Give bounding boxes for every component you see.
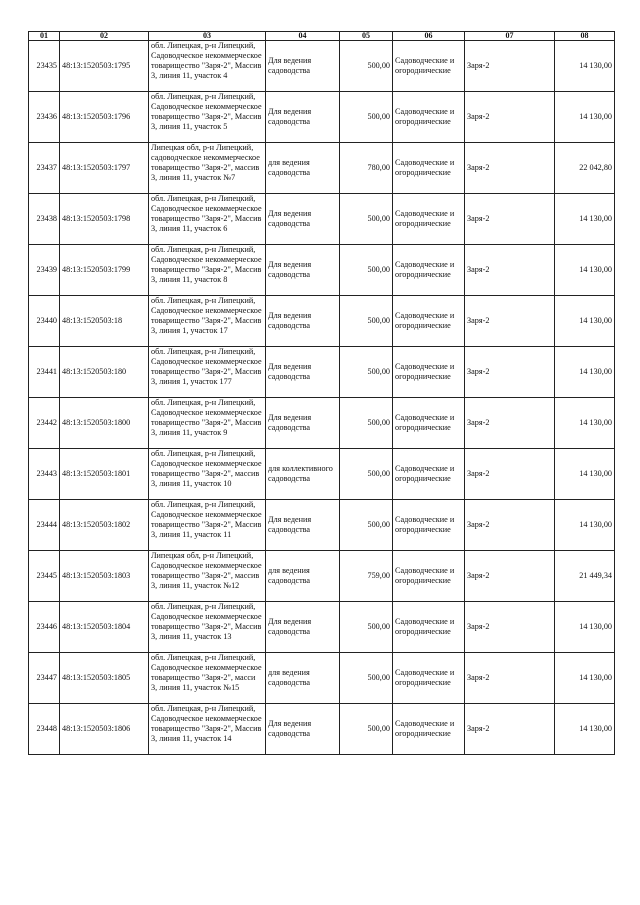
- zone-name-cell: Заря-2: [465, 602, 555, 653]
- land-category-cell: Садоводческие и огороднические: [393, 245, 465, 296]
- zone-name-cell: Заря-2: [465, 500, 555, 551]
- table-row: [29, 551, 615, 602]
- table-row: [29, 143, 615, 194]
- area-cell: 500,00: [340, 347, 393, 398]
- land-category-cell: Садоводческие и огороднические: [393, 347, 465, 398]
- address-cell: [149, 194, 266, 245]
- cadastral-value-cell: 14 130,00: [555, 500, 615, 551]
- zone-name-cell: Заря-2: [465, 194, 555, 245]
- cadastral-number-cell: 48:13:1520503:1805: [60, 653, 149, 704]
- address-text: обл. Липецкая, р-н Липецкий, Садоводческое некоммерческое товарищество "Заря-2", массив 3, линия 11, участок 10: [151, 449, 262, 488]
- address-cell: [149, 296, 266, 347]
- land-category-cell: Садоводческие и огороднические: [393, 551, 465, 602]
- row-number-cell: 23447: [29, 653, 60, 704]
- table-row: [29, 449, 615, 500]
- address-text: обл. Липецкая, р-н Липецкий, Садоводческое некоммерческое товарищество "Заря-2", Массив 3, линия 1, участок 177: [151, 347, 262, 386]
- row-number-cell: 23443: [29, 449, 60, 500]
- permitted-use-cell: Для ведения садоводства: [266, 704, 340, 755]
- row-number-cell: 23438: [29, 194, 60, 245]
- zone-name-cell: Заря-2: [465, 347, 555, 398]
- address-text: обл. Липецкая, р-н Липецкий, Садоводческое некоммерческое товарищество "Заря-2", Массив 3, линия 11, участок 6: [151, 194, 262, 233]
- column-header-03: 03: [149, 32, 266, 41]
- cadastral-number-cell: 48:13:1520503:1806: [60, 704, 149, 755]
- address-text: обл. Липецкая, р-н Липецкий, Садоводческое некоммерческое товарищество "Заря-2", Массив 3, линия 1, участок 17: [151, 296, 262, 335]
- land-category-cell: Садоводческие и огороднические: [393, 602, 465, 653]
- table-row: [29, 92, 615, 143]
- address-cell: [149, 500, 266, 551]
- permitted-use-cell: Для ведения садоводства: [266, 194, 340, 245]
- row-number-cell: 23440: [29, 296, 60, 347]
- column-header-02: 02: [60, 32, 149, 41]
- area-cell: 780,00: [340, 143, 393, 194]
- address-text: обл. Липецкая, р-н Липецкий, Садоводческое некоммерческое товарищество "Заря-2", Массив 3, линия 11, участок 4: [151, 41, 262, 80]
- address-text: обл. Липецкая, р-н Липецкий, Садоводческое некоммерческое товарищество "Заря-2", Массив 3, линия 11, участок 5: [151, 92, 262, 131]
- column-header-08: 08: [555, 32, 615, 41]
- zone-name-cell: Заря-2: [465, 398, 555, 449]
- cadastral-value-cell: 22 042,80: [555, 143, 615, 194]
- row-number-cell: 23446: [29, 602, 60, 653]
- cadastral-value-cell: 14 130,00: [555, 398, 615, 449]
- permitted-use-cell: Для ведения садоводства: [266, 602, 340, 653]
- cadastral-value-cell: 21 449,34: [555, 551, 615, 602]
- cadastral-number-cell: 48:13:1520503:18: [60, 296, 149, 347]
- cadastral-value-cell: 14 130,00: [555, 602, 615, 653]
- row-number-cell: 23441: [29, 347, 60, 398]
- land-category-cell: Садоводческие и огороднические: [393, 449, 465, 500]
- permitted-use-cell: для ведения садоводства: [266, 653, 340, 704]
- address-cell: [149, 602, 266, 653]
- area-cell: 500,00: [340, 704, 393, 755]
- zone-name-cell: Заря-2: [465, 296, 555, 347]
- address-cell: [149, 92, 266, 143]
- zone-name-cell: Заря-2: [465, 92, 555, 143]
- table-row: [29, 398, 615, 449]
- cadastral-number-cell: 48:13:1520503:1802: [60, 500, 149, 551]
- land-category-cell: Садоводческие и огороднические: [393, 500, 465, 551]
- permitted-use-cell: для коллективного садоводства: [266, 449, 340, 500]
- header-row: [29, 32, 615, 41]
- cadastral-value-cell: 14 130,00: [555, 347, 615, 398]
- column-header-06: 06: [393, 32, 465, 41]
- address-text: обл. Липецкая, р-н Липецкий, Садоводческое некоммерческое товарищество "Заря-2", Массив 3, линия 11, участок 8: [151, 245, 262, 284]
- cadastral-value-cell: 14 130,00: [555, 245, 615, 296]
- permitted-use-cell: Для ведения садоводства: [266, 347, 340, 398]
- permitted-use-cell: Для ведения садоводства: [266, 398, 340, 449]
- table-row: [29, 194, 615, 245]
- table-row: [29, 245, 615, 296]
- cadastral-value-cell: 14 130,00: [555, 194, 615, 245]
- address-text: обл. Липецкая, р-н Липецкий, Садоводческое некоммерческое товарищество "Заря-2", Массив 3, линия 11, участок 9: [151, 398, 262, 437]
- area-cell: 500,00: [340, 653, 393, 704]
- cadastral-value-cell: 14 130,00: [555, 704, 615, 755]
- row-number-cell: 23436: [29, 92, 60, 143]
- row-number-cell: 23435: [29, 41, 60, 92]
- cadastral-number-cell: 48:13:1520503:1799: [60, 245, 149, 296]
- zone-name-cell: Заря-2: [465, 143, 555, 194]
- cadastral-value-cell: 14 130,00: [555, 449, 615, 500]
- permitted-use-cell: для ведения садоводства: [266, 551, 340, 602]
- column-header-07: 07: [465, 32, 555, 41]
- area-cell: 759,00: [340, 551, 393, 602]
- cadastral-number-cell: 48:13:1520503:180: [60, 347, 149, 398]
- row-number-cell: 23439: [29, 245, 60, 296]
- row-number-cell: 23442: [29, 398, 60, 449]
- table-header: [29, 32, 615, 41]
- column-header-05: 05: [340, 32, 393, 41]
- address-text: обл. Липецкая, р-н Липецкий, Садоводческое некоммерческое товарищество "Заря-2", Массив 3, линия 11, участок 14: [151, 704, 262, 743]
- land-category-cell: Садоводческие и огороднические: [393, 704, 465, 755]
- column-header-01: 01: [29, 32, 60, 41]
- address-cell: [149, 41, 266, 92]
- land-category-cell: Садоводческие и огороднические: [393, 92, 465, 143]
- area-cell: 500,00: [340, 92, 393, 143]
- row-number-cell: 23437: [29, 143, 60, 194]
- address-text: обл. Липецкая, р-н Липецкий, Садоводческое некоммерческое товарищество "Заря-2", масси 3, линия 11, участок №15: [151, 653, 262, 692]
- zone-name-cell: Заря-2: [465, 245, 555, 296]
- area-cell: 500,00: [340, 449, 393, 500]
- land-category-cell: Садоводческие и огороднические: [393, 398, 465, 449]
- address-text: обл. Липецкая, р-н Липецкий, Садоводческое некоммерческое товарищество "Заря-2", Массив 3, линия 11, участок 11: [151, 500, 262, 539]
- permitted-use-cell: Для ведения садоводства: [266, 41, 340, 92]
- cadastral-number-cell: 48:13:1520503:1796: [60, 92, 149, 143]
- land-category-cell: Садоводческие и огороднические: [393, 41, 465, 92]
- cadastral-value-cell: 14 130,00: [555, 653, 615, 704]
- table-row: [29, 602, 615, 653]
- cadastral-number-cell: 48:13:1520503:1804: [60, 602, 149, 653]
- land-category-cell: Садоводческие и огороднические: [393, 653, 465, 704]
- row-number-cell: 23444: [29, 500, 60, 551]
- zone-name-cell: Заря-2: [465, 41, 555, 92]
- cadastral-number-cell: 48:13:1520503:1797: [60, 143, 149, 194]
- zone-name-cell: Заря-2: [465, 449, 555, 500]
- table-row: [29, 704, 615, 755]
- address-cell: [149, 653, 266, 704]
- permitted-use-cell: для ведения садоводства: [266, 143, 340, 194]
- cadastral-number-cell: 48:13:1520503:1803: [60, 551, 149, 602]
- cadastral-value-cell: 14 130,00: [555, 296, 615, 347]
- address-cell: [149, 551, 266, 602]
- land-category-cell: Садоводческие и огороднические: [393, 194, 465, 245]
- cadastral-value-table: [28, 31, 615, 755]
- permitted-use-cell: Для ведения садоводства: [266, 92, 340, 143]
- cadastral-number-cell: 48:13:1520503:1795: [60, 41, 149, 92]
- table-row: [29, 347, 615, 398]
- cadastral-value-cell: 14 130,00: [555, 41, 615, 92]
- address-text: обл. Липецкая, р-н Липецкий, Садоводческое некоммерческое товарищество "Заря-2", Массив 3, линия 11, участок 13: [151, 602, 262, 641]
- zone-name-cell: Заря-2: [465, 704, 555, 755]
- row-number-cell: 23448: [29, 704, 60, 755]
- permitted-use-cell: Для ведения садоводства: [266, 500, 340, 551]
- area-cell: 500,00: [340, 602, 393, 653]
- permitted-use-cell: Для ведения садоводства: [266, 296, 340, 347]
- area-cell: 500,00: [340, 245, 393, 296]
- address-text: Липецкая обл, р-н Липецкий, садоводческое некоммерческое товарищество "Заря-2", массив 3, линия 11, участок №7: [151, 143, 260, 182]
- table-row: [29, 296, 615, 347]
- area-cell: 500,00: [340, 296, 393, 347]
- land-category-cell: Садоводческие и огороднические: [393, 143, 465, 194]
- table-body: [29, 41, 615, 755]
- permitted-use-cell: Для ведения садоводства: [266, 245, 340, 296]
- address-cell: [149, 398, 266, 449]
- address-cell: [149, 449, 266, 500]
- address-cell: [149, 245, 266, 296]
- table-row: [29, 653, 615, 704]
- table-row: [29, 41, 615, 92]
- area-cell: 500,00: [340, 398, 393, 449]
- zone-name-cell: Заря-2: [465, 551, 555, 602]
- table-row: [29, 500, 615, 551]
- row-number-cell: 23445: [29, 551, 60, 602]
- cadastral-number-cell: 48:13:1520503:1800: [60, 398, 149, 449]
- land-category-cell: Садоводческие и огороднические: [393, 296, 465, 347]
- cadastral-number-cell: 48:13:1520503:1801: [60, 449, 149, 500]
- address-text: Липецкая обл, р-н Липецкий, Садоводческое некоммерческое товарищество "Заря-2", массив 3, линия 11, участок №12: [151, 551, 262, 590]
- cadastral-value-cell: 14 130,00: [555, 92, 615, 143]
- cadastral-number-cell: 48:13:1520503:1798: [60, 194, 149, 245]
- address-cell: [149, 143, 266, 194]
- zone-name-cell: Заря-2: [465, 653, 555, 704]
- area-cell: 500,00: [340, 500, 393, 551]
- address-cell: [149, 704, 266, 755]
- area-cell: 500,00: [340, 41, 393, 92]
- column-header-04: 04: [266, 32, 340, 41]
- area-cell: 500,00: [340, 194, 393, 245]
- address-cell: [149, 347, 266, 398]
